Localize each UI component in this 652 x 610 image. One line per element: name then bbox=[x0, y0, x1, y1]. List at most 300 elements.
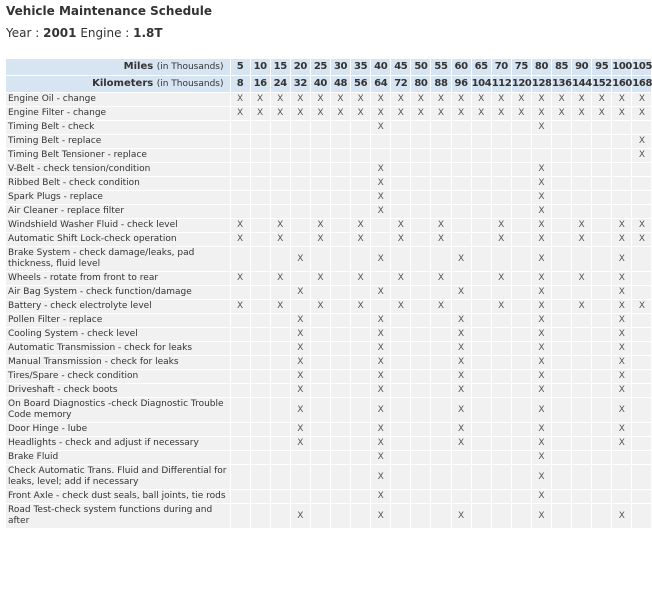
schedule-cell bbox=[391, 121, 411, 135]
miles-header-cell: 20 bbox=[290, 59, 310, 76]
schedule-cell bbox=[632, 205, 652, 219]
service-mark: X bbox=[437, 220, 445, 230]
schedule-cell bbox=[431, 300, 451, 314]
schedule-cell bbox=[632, 437, 652, 451]
schedule-cell bbox=[511, 149, 531, 163]
schedule-cell bbox=[290, 398, 310, 423]
schedule-cell bbox=[351, 423, 371, 437]
table-row bbox=[6, 328, 652, 342]
schedule-cell bbox=[552, 135, 572, 149]
service-mark: X bbox=[297, 404, 304, 415]
schedule-cell bbox=[290, 342, 310, 356]
service-mark: X bbox=[397, 301, 404, 311]
vehicle-info bbox=[6, 25, 646, 41]
km-header-cell: 48 bbox=[330, 76, 350, 93]
schedule-cell bbox=[592, 93, 612, 107]
miles-header-cell: 70 bbox=[491, 59, 511, 76]
schedule-cell bbox=[351, 286, 371, 300]
schedule-cell bbox=[330, 93, 350, 107]
schedule-cell bbox=[632, 451, 652, 465]
schedule-cell bbox=[270, 191, 290, 205]
schedule-cell bbox=[371, 233, 391, 247]
schedule-cell bbox=[511, 465, 531, 490]
schedule-cell bbox=[371, 93, 391, 107]
schedule-cell bbox=[451, 328, 471, 342]
schedule-cell bbox=[491, 437, 511, 451]
schedule-cell bbox=[371, 370, 391, 384]
service-mark: X bbox=[638, 136, 645, 146]
schedule-cell bbox=[471, 423, 491, 437]
km-header-cell: 120 bbox=[511, 76, 531, 93]
schedule-cell bbox=[531, 423, 551, 437]
schedule-cell bbox=[411, 93, 431, 107]
schedule-cell bbox=[391, 437, 411, 451]
km-header-cell: 64 bbox=[371, 76, 391, 93]
schedule-cell bbox=[451, 107, 471, 121]
km-header-cell: 152 bbox=[592, 76, 612, 93]
schedule-cell bbox=[632, 328, 652, 342]
schedule-cell bbox=[330, 219, 350, 233]
service-mark: X bbox=[457, 343, 465, 353]
service-mark: X bbox=[377, 108, 384, 118]
schedule-cell bbox=[592, 437, 612, 451]
service-mark: X bbox=[478, 94, 485, 104]
service-mark: X bbox=[538, 234, 545, 244]
km-header-cell: 16 bbox=[250, 76, 270, 93]
schedule-cell bbox=[250, 314, 270, 328]
schedule-cell bbox=[330, 107, 350, 121]
schedule-cell bbox=[351, 490, 371, 504]
schedule-cell bbox=[330, 384, 350, 398]
schedule-cell bbox=[491, 135, 511, 149]
schedule-cell bbox=[230, 398, 250, 423]
schedule-cell bbox=[411, 398, 431, 423]
service-mark: X bbox=[457, 287, 465, 297]
service-mark: X bbox=[437, 234, 445, 244]
schedule-cell bbox=[391, 107, 411, 121]
schedule-cell bbox=[391, 423, 411, 437]
schedule-cell bbox=[310, 356, 330, 370]
schedule-cell bbox=[592, 342, 612, 356]
schedule-cell bbox=[290, 490, 310, 504]
schedule-cell bbox=[511, 423, 531, 437]
schedule-cell bbox=[552, 149, 572, 163]
schedule-cell bbox=[451, 163, 471, 177]
schedule-cell bbox=[250, 121, 270, 135]
schedule-cell bbox=[330, 437, 350, 451]
schedule-cell bbox=[572, 465, 592, 490]
schedule-cell bbox=[491, 356, 511, 370]
schedule-cell bbox=[230, 177, 250, 191]
service-mark: X bbox=[377, 343, 384, 353]
schedule-cell bbox=[632, 398, 652, 423]
schedule-cell bbox=[270, 398, 290, 423]
table-row bbox=[6, 356, 652, 370]
schedule-cell bbox=[270, 286, 290, 300]
schedule-cell bbox=[250, 437, 270, 451]
service-mark: X bbox=[538, 164, 545, 174]
schedule-cell bbox=[270, 437, 290, 451]
schedule-cell bbox=[391, 465, 411, 490]
schedule-cell bbox=[531, 342, 551, 356]
schedule-cell bbox=[411, 135, 431, 149]
schedule-cell bbox=[491, 342, 511, 356]
service-mark: X bbox=[578, 94, 585, 104]
schedule-cell bbox=[531, 177, 551, 191]
schedule-cell bbox=[552, 423, 572, 437]
service-mark: X bbox=[638, 150, 645, 160]
schedule-cell bbox=[531, 205, 551, 219]
service-mark: X bbox=[377, 424, 384, 434]
schedule-cell bbox=[250, 370, 270, 384]
service-mark: X bbox=[558, 94, 565, 104]
schedule-cell bbox=[552, 465, 572, 490]
schedule-cell bbox=[411, 300, 431, 314]
miles-label: Miles bbox=[123, 61, 154, 72]
schedule-cell bbox=[511, 163, 531, 177]
service-mark: X bbox=[297, 385, 304, 395]
schedule-cell bbox=[451, 504, 471, 529]
schedule-cell bbox=[250, 465, 270, 490]
schedule-cell bbox=[491, 286, 511, 300]
schedule-cell bbox=[612, 149, 632, 163]
service-item-name: Manual Transmission - check for leaks bbox=[6, 356, 230, 370]
schedule-cell bbox=[572, 247, 592, 272]
km-header-cell: 128 bbox=[531, 76, 551, 93]
schedule-cell bbox=[270, 149, 290, 163]
schedule-cell bbox=[592, 451, 612, 465]
schedule-cell bbox=[290, 356, 310, 370]
schedule-cell bbox=[451, 465, 471, 490]
service-mark: X bbox=[377, 471, 384, 482]
schedule-cell bbox=[391, 398, 411, 423]
schedule-cell bbox=[511, 451, 531, 465]
schedule-cell bbox=[270, 272, 290, 286]
service-mark: X bbox=[397, 273, 404, 283]
schedule-cell bbox=[310, 342, 330, 356]
schedule-cell bbox=[310, 163, 330, 177]
schedule-cell bbox=[310, 191, 330, 205]
schedule-cell bbox=[270, 163, 290, 177]
service-mark: X bbox=[377, 192, 384, 202]
schedule-cell bbox=[270, 107, 290, 121]
schedule-cell bbox=[471, 490, 491, 504]
schedule-cell bbox=[391, 272, 411, 286]
service-mark: X bbox=[498, 301, 505, 311]
service-mark: X bbox=[498, 234, 505, 244]
schedule-cell bbox=[431, 233, 451, 247]
km-header-cell: 72 bbox=[391, 76, 411, 93]
service-mark: X bbox=[377, 253, 384, 264]
schedule-cell bbox=[290, 107, 310, 121]
schedule-cell bbox=[632, 163, 652, 177]
schedule-cell bbox=[391, 233, 411, 247]
service-mark: X bbox=[478, 108, 485, 118]
schedule-cell bbox=[592, 247, 612, 272]
schedule-cell bbox=[451, 205, 471, 219]
schedule-cell bbox=[552, 233, 572, 247]
schedule-cell bbox=[371, 314, 391, 328]
service-mark: X bbox=[457, 438, 465, 448]
schedule-cell bbox=[552, 191, 572, 205]
service-mark: X bbox=[618, 371, 625, 381]
schedule-cell bbox=[230, 135, 250, 149]
schedule-cell bbox=[632, 93, 652, 107]
schedule-cell bbox=[371, 300, 391, 314]
schedule-cell bbox=[330, 272, 350, 286]
schedule-cell bbox=[371, 191, 391, 205]
schedule-cell bbox=[230, 342, 250, 356]
schedule-cell bbox=[531, 191, 551, 205]
schedule-cell bbox=[310, 504, 330, 529]
schedule-cell bbox=[411, 286, 431, 300]
schedule-cell bbox=[371, 398, 391, 423]
service-mark: X bbox=[377, 287, 384, 297]
schedule-cell bbox=[310, 300, 330, 314]
schedule-cell bbox=[230, 191, 250, 205]
schedule-cell bbox=[391, 300, 411, 314]
service-mark: X bbox=[618, 424, 625, 434]
schedule-cell bbox=[511, 286, 531, 300]
schedule-cell bbox=[511, 314, 531, 328]
schedule-cell bbox=[310, 398, 330, 423]
schedule-cell bbox=[451, 356, 471, 370]
schedule-cell bbox=[592, 314, 612, 328]
schedule-cell bbox=[351, 398, 371, 423]
miles-header-cell: 75 bbox=[511, 59, 531, 76]
schedule-cell bbox=[270, 342, 290, 356]
schedule-cell bbox=[471, 107, 491, 121]
schedule-cell bbox=[552, 384, 572, 398]
schedule-cell bbox=[310, 135, 330, 149]
service-mark: X bbox=[437, 273, 445, 283]
schedule-cell bbox=[310, 437, 330, 451]
schedule-cell bbox=[471, 504, 491, 529]
schedule-cell bbox=[592, 356, 612, 370]
schedule-cell bbox=[250, 247, 270, 272]
table-row bbox=[6, 272, 652, 286]
service-mark: X bbox=[397, 220, 404, 230]
service-mark: X bbox=[377, 385, 384, 395]
service-mark: X bbox=[618, 220, 625, 230]
schedule-cell bbox=[572, 384, 592, 398]
schedule-cell bbox=[391, 149, 411, 163]
page-title: Vehicle Maintenance Schedule bbox=[6, 4, 212, 18]
schedule-cell bbox=[511, 384, 531, 398]
schedule-cell bbox=[270, 219, 290, 233]
schedule-cell bbox=[351, 247, 371, 272]
service-mark: X bbox=[538, 371, 545, 381]
schedule-cell bbox=[572, 398, 592, 423]
schedule-cell bbox=[270, 356, 290, 370]
schedule-cell bbox=[471, 465, 491, 490]
service-mark: X bbox=[638, 94, 645, 104]
schedule-cell bbox=[592, 177, 612, 191]
schedule-cell bbox=[330, 465, 350, 490]
schedule-cell bbox=[632, 272, 652, 286]
schedule-cell bbox=[451, 437, 471, 451]
schedule-cell bbox=[612, 504, 632, 529]
schedule-cell bbox=[351, 191, 371, 205]
schedule-cell bbox=[592, 272, 612, 286]
schedule-cell bbox=[471, 286, 491, 300]
schedule-cell bbox=[371, 465, 391, 490]
schedule-cell bbox=[351, 93, 371, 107]
schedule-cell bbox=[290, 247, 310, 272]
service-item-name: Automatic Shift Lock-check operation bbox=[6, 233, 230, 247]
schedule-cell bbox=[592, 219, 612, 233]
schedule-cell bbox=[431, 93, 451, 107]
service-mark: X bbox=[297, 94, 304, 104]
miles-header-cell: 30 bbox=[330, 59, 350, 76]
schedule-cell bbox=[411, 191, 431, 205]
schedule-cell bbox=[270, 451, 290, 465]
service-item-name: Battery - check electrolyte level bbox=[6, 300, 230, 314]
service-mark: X bbox=[377, 357, 384, 367]
schedule-cell bbox=[511, 356, 531, 370]
schedule-cell bbox=[531, 314, 551, 328]
schedule-cell bbox=[451, 219, 471, 233]
table-row bbox=[6, 219, 652, 233]
schedule-cell bbox=[552, 398, 572, 423]
schedule-cell bbox=[250, 135, 270, 149]
schedule-cell bbox=[552, 451, 572, 465]
schedule-cell bbox=[511, 504, 531, 529]
schedule-cell bbox=[471, 272, 491, 286]
schedule-cell bbox=[250, 328, 270, 342]
schedule-cell bbox=[270, 93, 290, 107]
km-header-cell: 32 bbox=[290, 76, 310, 93]
schedule-cell bbox=[310, 233, 330, 247]
schedule-cell bbox=[371, 328, 391, 342]
service-mark: X bbox=[538, 471, 545, 482]
schedule-cell bbox=[572, 342, 592, 356]
schedule-cell bbox=[351, 384, 371, 398]
service-mark: X bbox=[277, 94, 284, 104]
schedule-cell bbox=[411, 342, 431, 356]
schedule-cell bbox=[572, 504, 592, 529]
service-mark: X bbox=[538, 438, 545, 448]
service-item-name: On Board Diagnostics -check Diagnostic Trouble Code memory bbox=[6, 398, 230, 423]
schedule-cell bbox=[230, 205, 250, 219]
service-item-name: Wheels - rotate from front to rear bbox=[6, 272, 230, 286]
schedule-cell bbox=[351, 272, 371, 286]
schedule-cell bbox=[290, 135, 310, 149]
schedule-cell bbox=[572, 177, 592, 191]
schedule-cell bbox=[270, 247, 290, 272]
service-mark: X bbox=[618, 301, 625, 311]
schedule-cell bbox=[411, 205, 431, 219]
schedule-cell bbox=[250, 107, 270, 121]
schedule-cell bbox=[632, 356, 652, 370]
service-item-name: Tires/Spare - check condition bbox=[6, 370, 230, 384]
schedule-cell bbox=[250, 356, 270, 370]
schedule-cell bbox=[310, 314, 330, 328]
schedule-cell bbox=[391, 163, 411, 177]
service-mark: X bbox=[598, 108, 605, 118]
table-row bbox=[6, 342, 652, 356]
schedule-cell bbox=[572, 135, 592, 149]
miles-header-cell: 55 bbox=[431, 59, 451, 76]
service-item-name: Air Cleaner - replace filter bbox=[6, 205, 230, 219]
service-mark: X bbox=[457, 357, 465, 367]
schedule-cell bbox=[491, 219, 511, 233]
schedule-cell bbox=[471, 177, 491, 191]
table-row bbox=[6, 191, 652, 205]
schedule-cell bbox=[592, 384, 612, 398]
service-mark: X bbox=[317, 273, 324, 283]
service-mark: X bbox=[578, 301, 585, 311]
schedule-cell bbox=[371, 490, 391, 504]
schedule-cell bbox=[572, 423, 592, 437]
schedule-cell bbox=[290, 272, 310, 286]
schedule-cell bbox=[310, 247, 330, 272]
table-row bbox=[6, 370, 652, 384]
schedule-cell bbox=[451, 135, 471, 149]
schedule-cell bbox=[351, 465, 371, 490]
schedule-cell bbox=[552, 356, 572, 370]
schedule-cell bbox=[431, 465, 451, 490]
service-mark: X bbox=[277, 301, 284, 311]
service-mark: X bbox=[618, 273, 625, 283]
schedule-cell bbox=[632, 342, 652, 356]
schedule-cell bbox=[330, 314, 350, 328]
schedule-cell bbox=[391, 356, 411, 370]
service-mark: X bbox=[337, 94, 344, 104]
schedule-cell bbox=[491, 93, 511, 107]
schedule-cell bbox=[310, 328, 330, 342]
service-item-name: Cooling System - check level bbox=[6, 328, 230, 342]
schedule-cell bbox=[330, 423, 350, 437]
km-header-cell: 40 bbox=[310, 76, 330, 93]
schedule-cell bbox=[511, 135, 531, 149]
schedule-cell bbox=[411, 314, 431, 328]
service-mark: X bbox=[457, 404, 465, 415]
schedule-cell bbox=[451, 233, 471, 247]
schedule-cell bbox=[632, 370, 652, 384]
km-label: Kilometers bbox=[92, 78, 154, 89]
schedule-cell bbox=[572, 121, 592, 135]
service-mark: X bbox=[457, 371, 465, 381]
schedule-cell bbox=[250, 272, 270, 286]
schedule-cell bbox=[552, 247, 572, 272]
schedule-cell bbox=[632, 191, 652, 205]
table-row bbox=[6, 93, 652, 107]
schedule-cell bbox=[552, 314, 572, 328]
schedule-cell bbox=[552, 107, 572, 121]
service-item-name: Road Test-check system functions during and after bbox=[6, 504, 230, 529]
schedule-cell bbox=[411, 233, 431, 247]
km-header-cell: 96 bbox=[451, 76, 471, 93]
schedule-cell bbox=[491, 423, 511, 437]
schedule-cell bbox=[431, 149, 451, 163]
schedule-cell bbox=[411, 356, 431, 370]
schedule-cell bbox=[431, 314, 451, 328]
schedule-cell bbox=[351, 342, 371, 356]
schedule-cell bbox=[612, 314, 632, 328]
service-item-name: Brake Fluid bbox=[6, 451, 230, 465]
schedule-cell bbox=[531, 163, 551, 177]
miles-header-cell: 60 bbox=[451, 59, 471, 76]
km-header-cell: 8 bbox=[230, 76, 250, 93]
schedule-cell bbox=[471, 93, 491, 107]
schedule-cell bbox=[572, 272, 592, 286]
service-mark: X bbox=[317, 301, 324, 311]
schedule-cell bbox=[411, 370, 431, 384]
km-header-cell: 80 bbox=[411, 76, 431, 93]
schedule-cell bbox=[572, 314, 592, 328]
schedule-cell bbox=[310, 93, 330, 107]
